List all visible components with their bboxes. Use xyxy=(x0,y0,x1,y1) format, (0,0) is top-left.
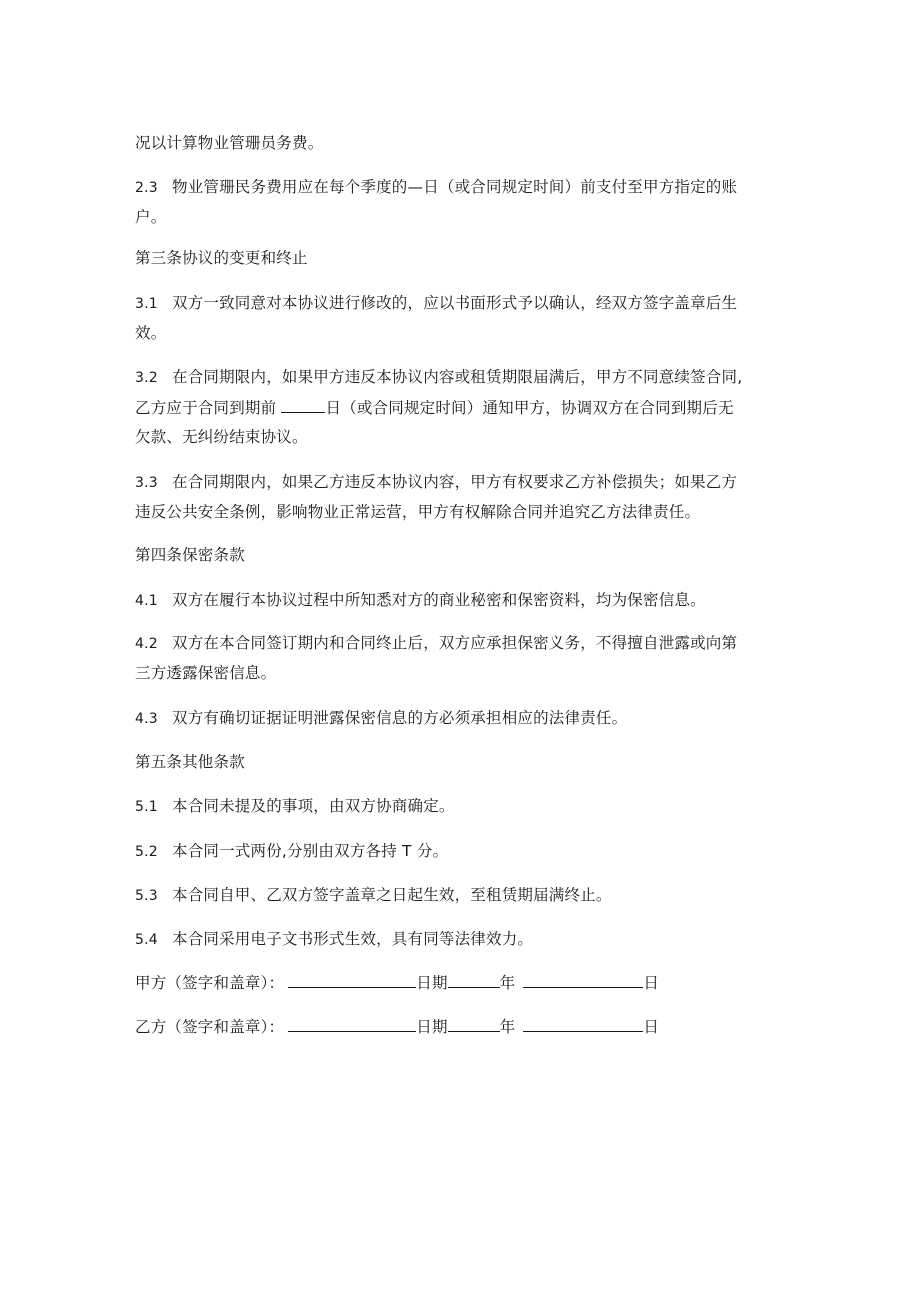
day-label: 日 xyxy=(643,1018,660,1036)
day-label: 日 xyxy=(643,974,660,992)
clause-number: 3.1 xyxy=(135,296,158,312)
clause-3-3: 3.3 在合同期限内，如果乙方违反本协议内容，甲方有权要求乙方补偿损失；如果乙方 xyxy=(135,472,737,494)
clause-3-2: 3.2 在合同期限内，如果甲方违反本协议内容或租赁期限届满后，甲方不同意续签合同, xyxy=(135,367,742,389)
clause-4-1: 4.1 双方在履行本协议过程中所知悉对方的商业秘密和保密资料，均为保密信息。 xyxy=(135,590,706,612)
clause-number: 4.1 xyxy=(135,593,158,609)
clause-number: 2.3 xyxy=(135,180,158,196)
signature-field[interactable] xyxy=(288,1016,416,1032)
paragraph-line: 违反公共安全条例，影响物业正常运营，甲方有权解除合同并追究乙方法律责任。 xyxy=(135,503,701,521)
clause-5-2: 5.2 本合同一式两份,分别由双方各持 T 分。 xyxy=(135,841,448,863)
section-heading-3: 第三条协议的变更和终止 xyxy=(135,249,308,267)
clause-number: 5.3 xyxy=(135,888,158,904)
section-heading-4: 第四条保密条款 xyxy=(135,546,245,564)
year-label: 年 xyxy=(499,1018,516,1036)
party-label: 甲方（签字和盖章）： xyxy=(135,974,285,992)
clause-5-1: 5.1 本合同未提及的事项，由双方协商确定。 xyxy=(135,796,455,818)
paragraph-line: 三方透露保密信息。 xyxy=(135,664,277,682)
signature-line-party-b xyxy=(135,1016,659,1038)
date-label: 日期 xyxy=(416,1018,448,1036)
paragraph-line-with-blank: 乙方应于合同到期前 日（或合同规定时间）通知甲方，协调双方在合同到期后无 xyxy=(135,399,734,417)
clause-2-3: 2.3 物业管珊民务费用应在每个季度的—日（或合同规定时间）前支付至甲方指定的账 xyxy=(135,177,737,199)
signature-line-party-a xyxy=(135,972,659,994)
date-field[interactable] xyxy=(448,972,500,988)
paragraph-line: 况以计算物业管珊员务费。 xyxy=(135,134,324,152)
day-field[interactable] xyxy=(523,1016,643,1032)
clause-number: 3.2 xyxy=(135,370,158,386)
date-label: 日期 xyxy=(416,974,448,992)
clause-4-2: 4.2 双方在本合同签订期内和合同终止后，双方应承担保密义务，不得擅自泄露或向第 xyxy=(135,633,737,655)
date-field[interactable] xyxy=(448,1016,500,1032)
section-heading-5: 第五条其他条款 xyxy=(135,753,245,771)
clause-number: 5.2 xyxy=(135,844,158,860)
clause-5-4: 5.4 本合同采用电子文书形式生效，具有同等法律效力。 xyxy=(135,929,533,951)
clause-4-3: 4.3 双方有确切证据证明泄露保密信息的方必须承担相应的法律责任。 xyxy=(135,708,627,730)
clause-number: 5.1 xyxy=(135,799,158,815)
party-label: 乙方（签字和盖章）： xyxy=(135,1018,285,1036)
day-field[interactable] xyxy=(523,972,643,988)
fill-blank[interactable] xyxy=(281,397,325,413)
clause-3-1: 3.1 双方一致同意对本协议进行修改的，应以书面形式予以确认，经双方签字盖章后生 xyxy=(135,293,737,315)
clause-number: 3.3 xyxy=(135,475,158,491)
paragraph-line: 欠款、无纠纷结束协议。 xyxy=(135,428,308,446)
year-label: 年 xyxy=(499,974,516,992)
clause-5-3: 5.3 本合同自甲、乙双方签字盖章之日起生效，至租赁期届满终止。 xyxy=(135,885,612,907)
paragraph-line: 效。 xyxy=(135,324,167,342)
clause-number: 4.3 xyxy=(135,711,158,727)
paragraph-line: 户。 xyxy=(135,208,167,226)
clause-number: 4.2 xyxy=(135,636,158,652)
signature-field[interactable] xyxy=(288,972,416,988)
clause-number: 5.4 xyxy=(135,932,158,948)
